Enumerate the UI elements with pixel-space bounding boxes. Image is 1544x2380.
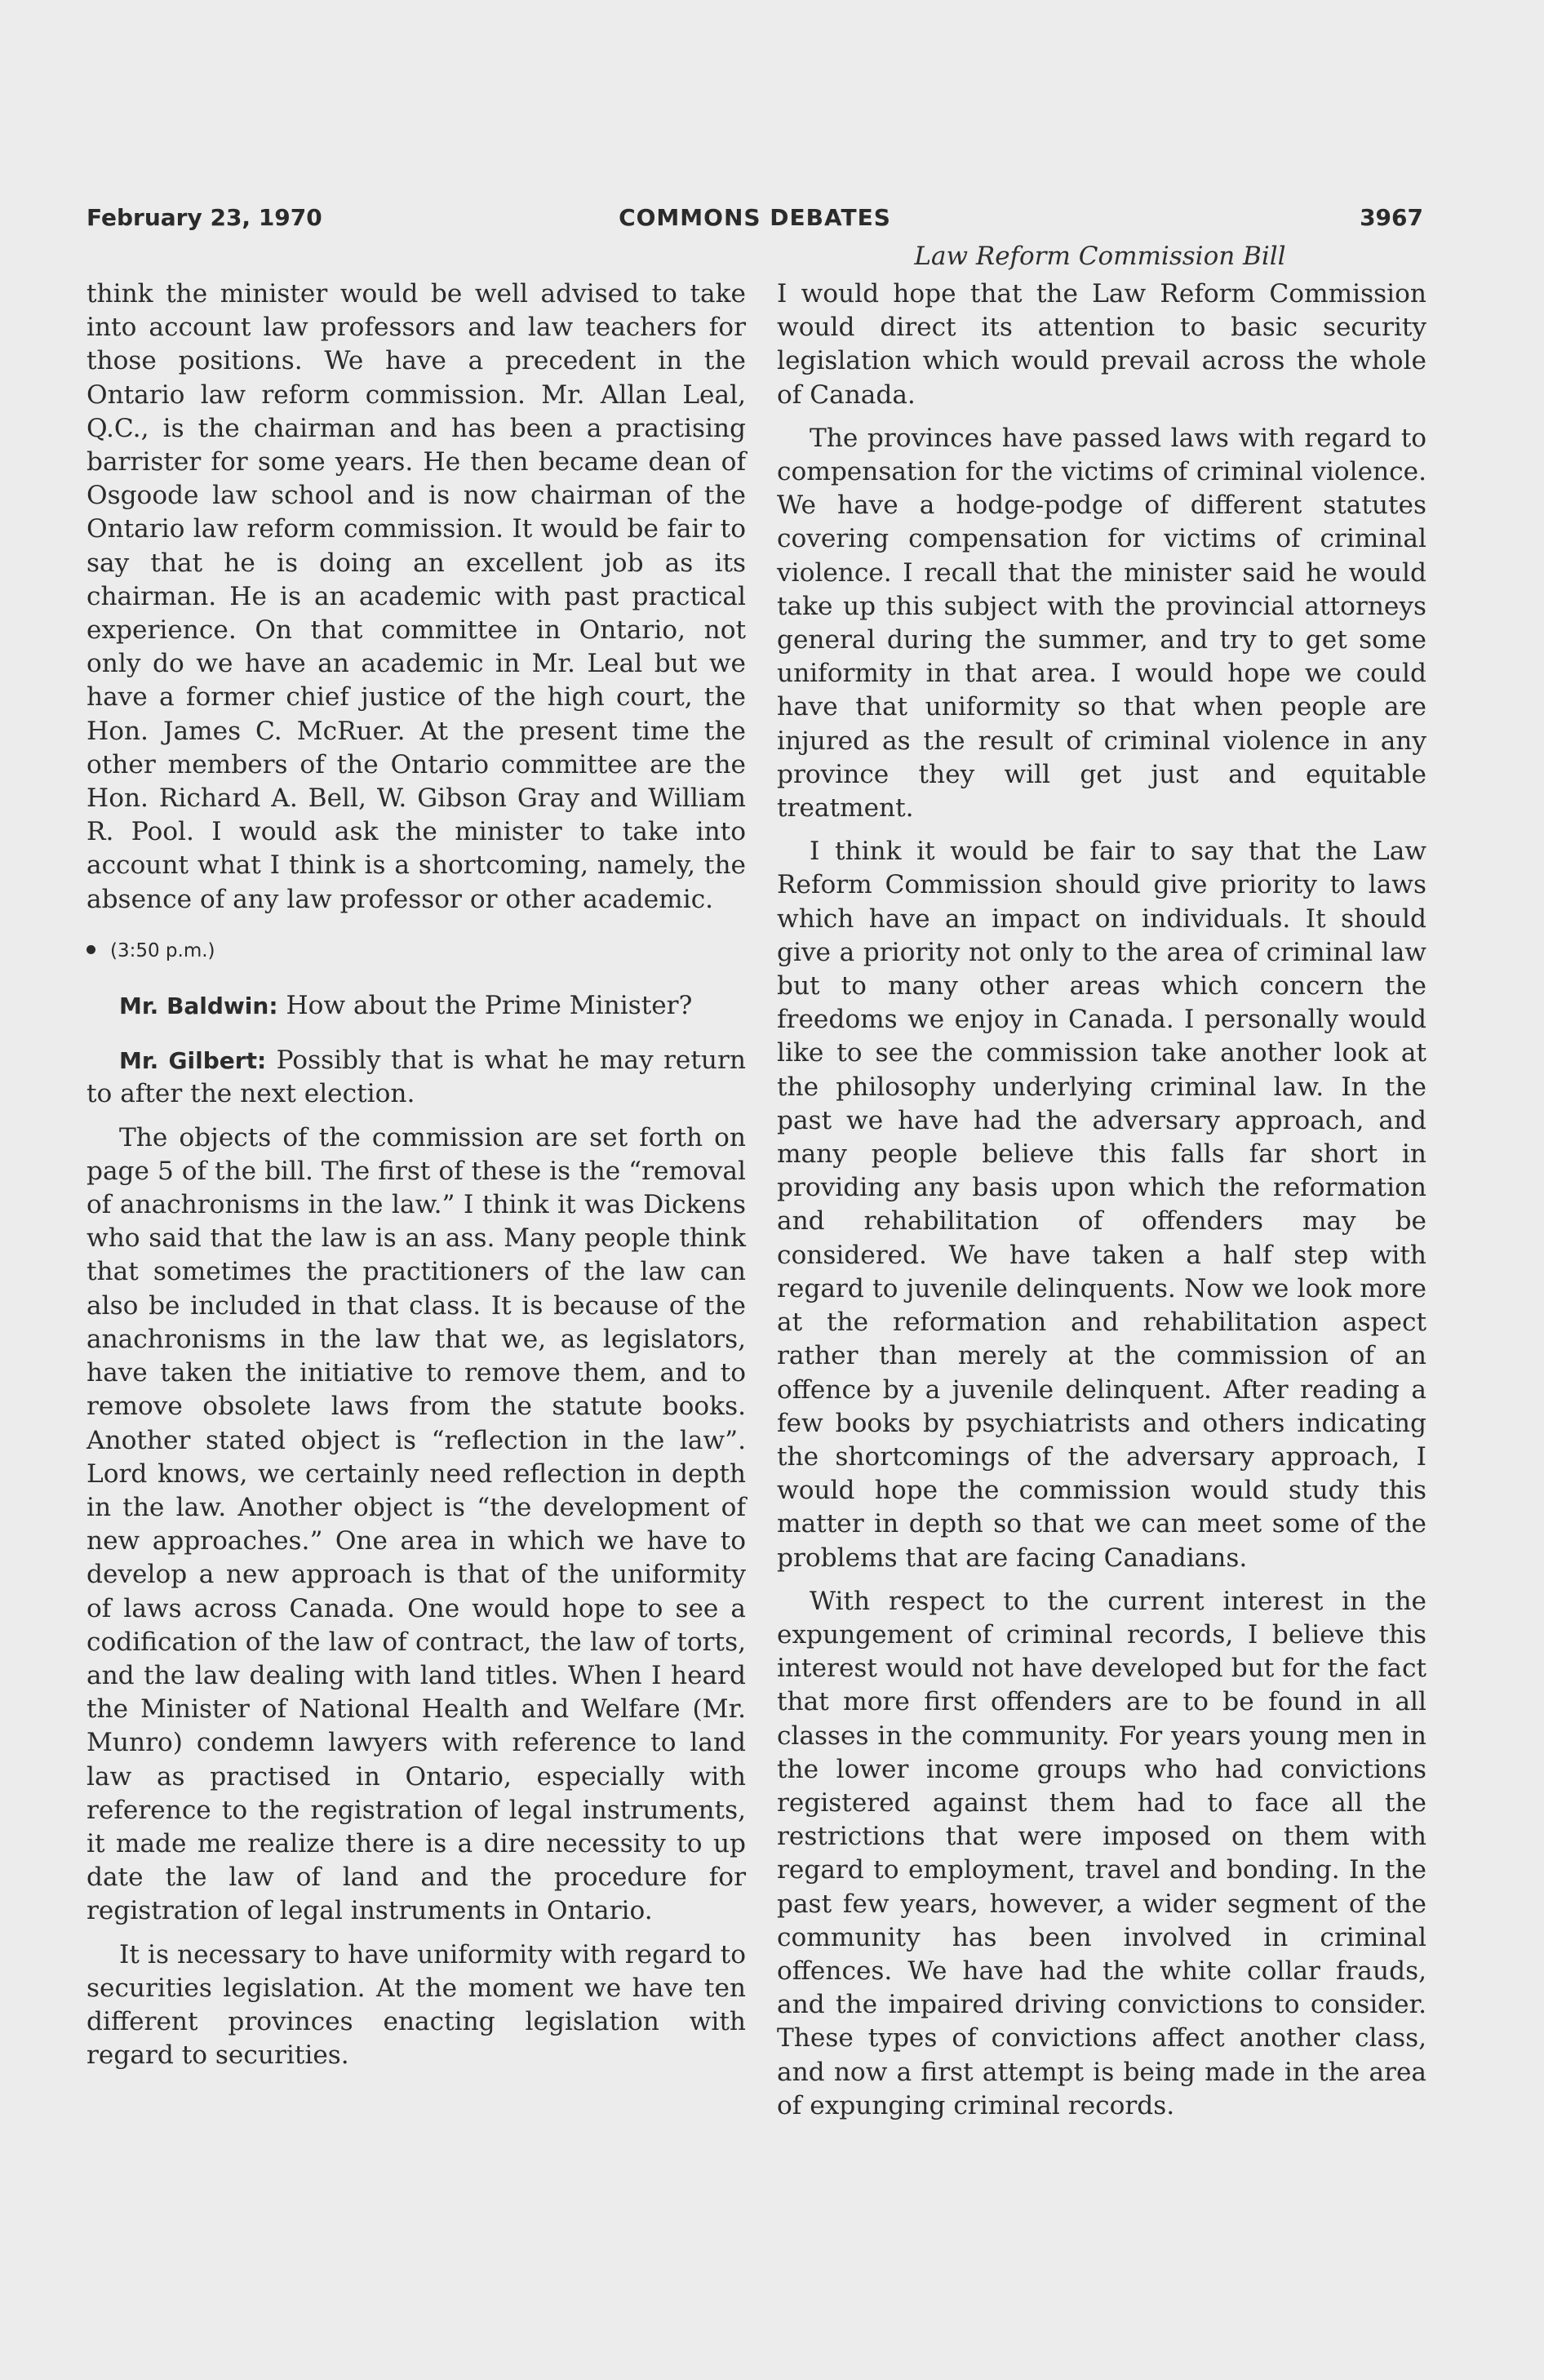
publication-title: COMMONS DEBATES (619, 204, 891, 231)
header-date: February 23, 1970 (87, 204, 322, 231)
timestamp-line (87, 935, 746, 968)
paragraph: think the minister would be well advised to take into account law professors and law teachers for those positions. We have a precedent in the Ontario law reform commission. Mr. Allan Leal, Q.C., is the chairman and has been a practising barrister for some years. He then became dean of Osgoode law school and is now chairman of the Ontario law reform commission. It would be fair to say that he is doing an excellent job as its chairman. He is an academic with past practical experience. On that committee in Ontario, not only do we have an academic in Mr. Leal but we have a former chief justice of the high court, the Hon. James C. McRuer. At the present time the other members of the Ontario committee are the Hon. Richard A. Bell, W. Gibson Gray and William R. Pool. I would ask the minister to take into account what I think is a shortcoming, namely, the absence of any law professor or other academic. (87, 279, 746, 914)
page-header (87, 204, 1423, 237)
speech-text: How about the Prime Minister? (286, 991, 693, 1021)
paragraph: I would hope that the Law Reform Commission would direct its attention to basic security legislation which would prevail across the whole of Canada. (777, 279, 1426, 410)
left-column (87, 278, 746, 2072)
speech-gilbert (87, 1044, 746, 1111)
speech-baldwin (87, 989, 746, 1023)
running-head: Law Reform Commission Bill (914, 242, 1286, 271)
page-number: 3967 (1360, 204, 1423, 231)
bullet-icon (87, 945, 95, 954)
timestamp: (3:50 p.m.) (110, 939, 215, 961)
paragraph: With respect to the current interest in the expungement of criminal records, I believe this interest would not have developed but for the fact that more first offenders are to be found in all classes in the community. For years young men in the lower income groups who had convictions registered against them had to face all the restrictions that were imposed on them with regard to employment, travel and bonding. In the past few years, however, a wider segment of the community has been involved in criminal offences. We have had the white collar frauds, and the impaired driving convictions to consider. These types of convictions affect another class, and now a first attempt is being made in the area of expunging criminal records. (777, 1586, 1426, 2120)
speaker-name: Mr. Baldwin: (119, 992, 278, 1020)
paragraph: It is necessary to have uniformity with regard to securities legislation. At the moment we have ten different provinces enacting legislation with regard to securities. (87, 1939, 746, 2071)
right-column (777, 278, 1426, 2123)
paragraph: The objects of the commission are set forth on page 5 of the bill. The first of these is the “removal of anachronisms in the law.” I think it was Dickens who said that the law is an ass. Many people think that sometimes the practitioners of the law can also be included in that class. It is because of the anachronisms in the law that we, as legislators, have taken the initiative to remove them, and to remove obsolete laws from the statute books. Another stated object is “reflection in the law”. Lord knows, we certainly need reflection in depth in the law. Another object is “the development of new approaches.” One area in which we have to develop a new approach is that of the uniformity of laws across Canada. One would hope to see a codification of the law of contract, the law of torts, and the law dealing with land titles. When I heard the Minister of National Health and Welfare (Mr. Munro) condemn lawyers with reference to land law as practised in Ontario, especially with reference to the registration of legal instruments, it made me realize there is a dire necessity to up date the law of land and the procedure for registration of legal instruments in Ontario. (87, 1122, 746, 1926)
paragraph: The provinces have passed laws with regard to compensation for the victims of criminal violence. We have a hodge-podge of different statutes covering compensation for victims of criminal violence. I recall that the minister said he would take up this subject with the provincial attorneys general during the summer, and try to get some uniformity in that area. I would hope we could have that uniformity so that when people are injured as the result of criminal violence in any province they will get just and equitable treatment. (777, 423, 1426, 824)
paragraph: I think it would be fair to say that the Law Reform Commission should give priority to laws which have an impact on individuals. It should give a priority not only to the area of criminal law but to many other areas which concern the freedoms we enjoy in Canada. I personally would like to see the commission take another look at the philosophy underlying criminal law. In the past we have had the adversary approach, and many people believe this falls far short in providing any basis upon which the reformation and rehabilitation of offenders may be considered. We have taken a half step with regard to juvenile delinquents. Now we look more at the reformation and rehabilitation aspect rather than merely at the commission of an offence by a juvenile delinquent. After reading a few books by psychiatrists and others indicating the shortcomings of the adversary approach, I would hope the commission would study this matter in depth so that we can meet some of the problems that are facing Canadians. (777, 837, 1426, 1573)
speech-text: Possibly that is what he may return to after the next election. (87, 1046, 746, 1109)
speaker-name: Mr. Gilbert: (119, 1047, 267, 1075)
